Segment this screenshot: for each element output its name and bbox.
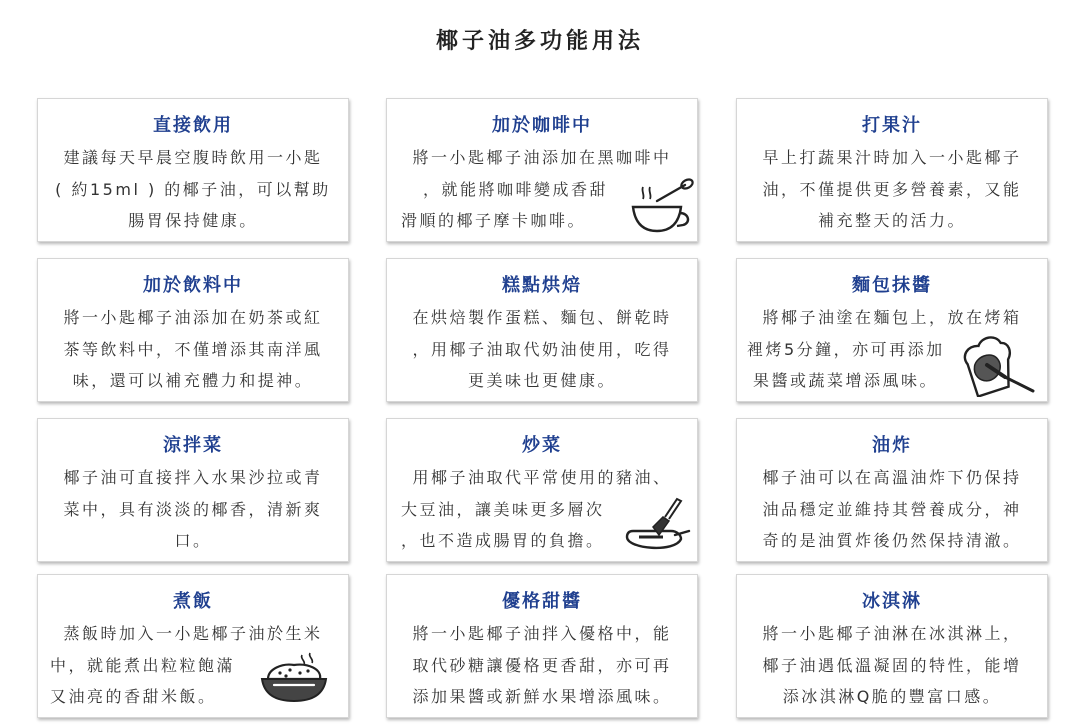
card-text-line: 補充整天的活力。 xyxy=(817,211,966,230)
coffee-cup-spoon-icon xyxy=(623,177,695,235)
card-baking xyxy=(386,258,698,402)
card-text-line: 添加果醬或新鮮水果增添風味。 xyxy=(412,687,672,706)
page-title: 椰子油多功能用法 xyxy=(435,29,644,54)
card-text-line: 奇的是油質炸後仍然保持清澈。 xyxy=(762,531,1022,550)
card-text-line: 椰子油遇低溫凝固的特性，能增 xyxy=(762,656,1022,675)
card-title: 涼拌菜 xyxy=(163,435,223,456)
card-title: 加於飲料中 xyxy=(143,275,243,296)
card-text-line: 油品穩定並維持其營養成分，神 xyxy=(762,500,1022,519)
card-text-line: ，就能將咖啡變成香甜 xyxy=(423,180,609,199)
card-text-line: ( 約15ml ) 的椰子油，可以幫助 xyxy=(55,180,331,199)
card-coffee xyxy=(386,98,698,242)
card-text-line: ，用椰子油取代奶油使用，吃得 xyxy=(412,340,672,359)
card-text-line: 更美味也更健康。 xyxy=(467,371,616,390)
toast-spread-icon xyxy=(961,335,1039,397)
card-title: 直接飲用 xyxy=(153,115,233,136)
card-text-line: 菜中，具有淡淡的椰香，清新爽 xyxy=(63,500,323,519)
card-text-line: 在烘焙製作蛋糕、麵包、餅乾時 xyxy=(412,308,672,327)
card-title: 優格甜醬 xyxy=(502,591,582,612)
card-text-line: 早上打蔬果汁時加入一小匙椰子 xyxy=(762,148,1022,167)
card-title: 打果汁 xyxy=(862,115,922,136)
card-title: 糕點烘焙 xyxy=(502,275,582,296)
card-text-line: 中，就能煮出粒粒飽滿 xyxy=(50,656,236,675)
card-text-line: 味，還可以補充體力和提神。 xyxy=(72,371,314,390)
card-text-line: 將一小匙椰子油拌入優格中，能 xyxy=(412,624,672,643)
card-deep-fry xyxy=(736,418,1048,562)
card-salad xyxy=(37,418,349,562)
card-text-line: 將一小匙椰子油添加在黑咖啡中 xyxy=(412,148,672,167)
card-text-line: 大豆油，讓美味更多層次 xyxy=(401,500,605,519)
card-text-line: 建議每天早晨空腹時飲用一小匙 xyxy=(63,148,323,167)
card-ice-cream xyxy=(736,574,1048,718)
card-title: 加於咖啡中 xyxy=(492,115,592,136)
card-text-line: 蒸飯時加入一小匙椰子油於生米 xyxy=(63,624,323,643)
card-bread-spread xyxy=(736,258,1048,402)
card-text-line: 用椰子油取代平常使用的豬油、 xyxy=(412,468,672,487)
card-title: 煮飯 xyxy=(173,591,213,612)
card-text-line: 腸胃保持健康。 xyxy=(128,211,258,230)
card-text-line: 添冰淇淋Q脆的豐富口感。 xyxy=(782,687,1002,706)
card-text-line: 將椰子油塗在麵包上，放在烤箱 xyxy=(762,308,1022,327)
card-text-line: ，也不造成腸胃的負擔。 xyxy=(401,531,605,550)
rice-bowl-icon xyxy=(258,647,330,707)
card-drink-directly xyxy=(37,98,349,242)
card-text-line: 將一小匙椰子油淋在冰淇淋上， xyxy=(762,624,1022,643)
card-text-line: 茶等飲料中，不僅增添其南洋風 xyxy=(63,340,323,359)
card-beverage xyxy=(37,258,349,402)
frying-pan-spatula-icon xyxy=(623,495,693,557)
card-text-line: 果醬或蔬菜增添風味。 xyxy=(753,371,939,390)
card-title: 冰淇淋 xyxy=(862,591,922,612)
card-rice xyxy=(37,574,349,718)
card-text-line: 椰子油可直接拌入水果沙拉或青 xyxy=(63,468,323,487)
card-yogurt xyxy=(386,574,698,718)
card-text-line: 滑順的椰子摩卡咖啡。 xyxy=(401,211,587,230)
card-text-line: 油，不僅提供更多營養素，又能 xyxy=(762,180,1022,199)
card-text-line: 口。 xyxy=(174,531,212,550)
card-text-line: 將一小匙椰子油添加在奶茶或紅 xyxy=(63,308,323,327)
card-title: 麵包抹醬 xyxy=(852,275,932,296)
card-text-line: 又油亮的香甜米飯。 xyxy=(50,687,217,706)
card-text-line: 裡烤5分鐘，亦可再添加 xyxy=(747,340,945,359)
card-text-line: 椰子油可以在高溫油炸下仍保持 xyxy=(762,468,1022,487)
card-stir-fry xyxy=(386,418,698,562)
card-title: 油炸 xyxy=(872,435,912,456)
card-juice xyxy=(736,98,1048,242)
card-text-line: 取代砂糖讓優格更香甜，亦可再 xyxy=(412,656,672,675)
card-title: 炒菜 xyxy=(522,435,562,456)
